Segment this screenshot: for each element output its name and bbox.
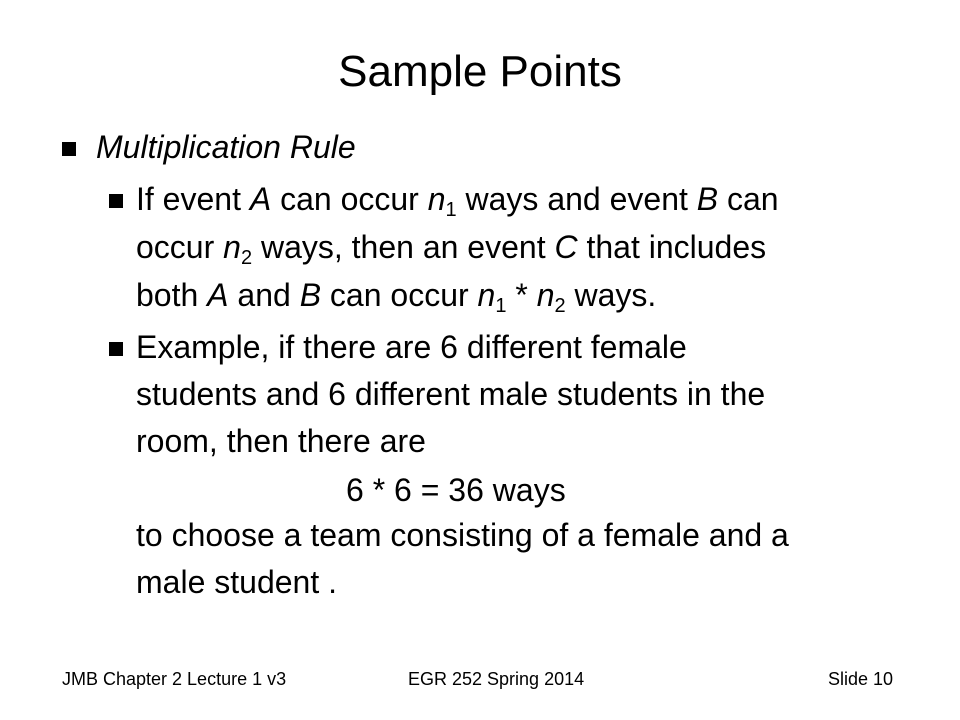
bullet-multiplication-rule: Multiplication Rule	[96, 129, 356, 165]
bullet-square-icon	[109, 194, 123, 208]
rule-line-3: both A and B can occur $n_1 * n_2$ ways.	[136, 277, 657, 317]
example-line-5: to choose a team consisting of a female and a	[136, 517, 789, 553]
footer-left: JMB Chapter 2 Lecture 1 v3	[62, 669, 287, 689]
bullet-square-icon	[109, 342, 123, 356]
footer-slide-number: Slide 10	[828, 669, 894, 689]
slide-title: Sample Points	[338, 47, 622, 96]
example-line-6: male student .	[136, 564, 337, 600]
rule-line-2: occur $n_2$ ways, then an event C that includes	[136, 229, 767, 269]
rule-line-1: If event A can occur $n_1$ ways and event B can	[136, 181, 779, 221]
example-line-2: students and 6 different male students in the	[136, 376, 766, 412]
bullet-square-icon	[62, 142, 76, 156]
footer-center: EGR 252 Spring 2014	[408, 669, 585, 689]
example-equation: 6 * 6 = 36 ways	[346, 472, 566, 508]
example-line-3: room, then there are	[136, 423, 426, 459]
example-line-1: Example, if there are 6 different female	[136, 329, 687, 365]
